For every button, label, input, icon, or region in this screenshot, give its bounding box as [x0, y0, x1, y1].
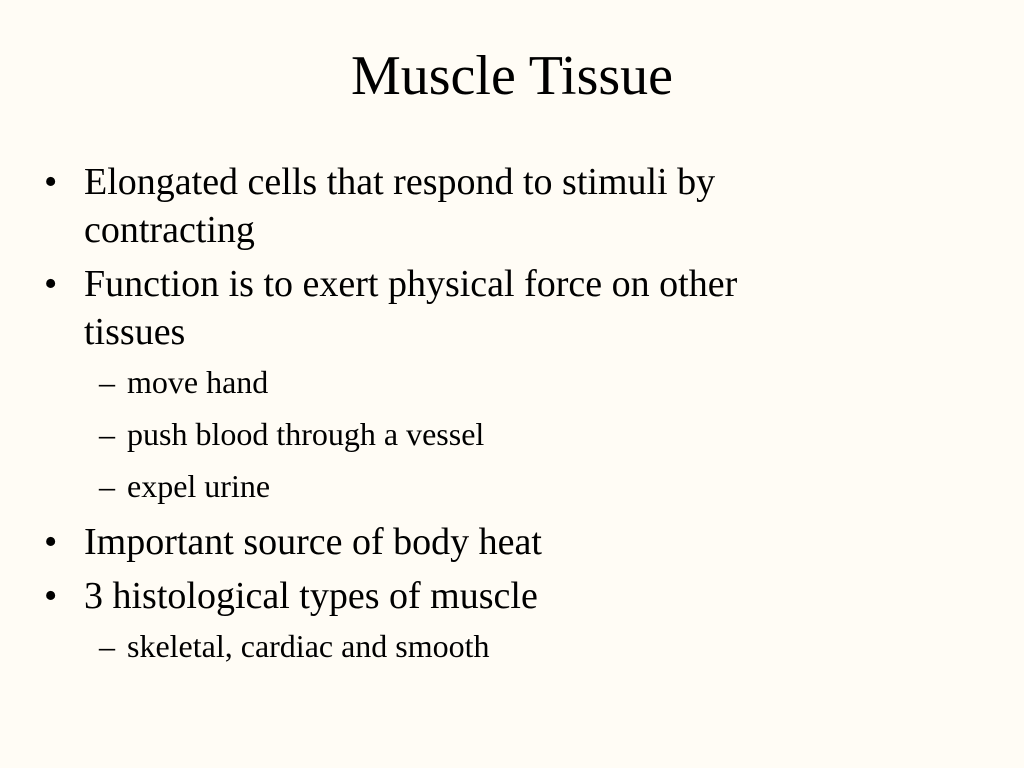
sub-bullet-item — [84, 362, 944, 402]
bullet-text-line: Function is to exert physical force on other — [84, 263, 738, 305]
sub-bullet-text: skeletal, cardiac and smooth — [127, 628, 490, 664]
bullet-text: 3 histological types of muscle — [84, 575, 538, 617]
sub-bullet-list — [84, 626, 944, 666]
bullet-icon: • — [44, 161, 58, 203]
bullet-text-line: Elongated cells that respond to stimuli by — [84, 161, 716, 203]
sub-bullet-item — [84, 466, 944, 506]
bullet-list — [44, 158, 944, 678]
sub-bullet-text: expel urine — [127, 468, 271, 504]
bullet-icon: • — [44, 263, 58, 305]
slide-title: Muscle Tissue — [350, 45, 674, 107]
dash-icon: – — [99, 468, 115, 504]
bullet-text-line: tissues — [84, 311, 186, 353]
sub-bullet-text: move hand — [127, 364, 269, 400]
bullet-item — [44, 518, 944, 566]
bullet-icon: • — [44, 521, 58, 563]
bullet-item — [44, 260, 944, 506]
bullet-item — [44, 572, 944, 666]
bullet-text-line: contracting — [84, 209, 255, 251]
bullet-icon: • — [44, 575, 58, 617]
sub-bullet-list — [84, 362, 944, 506]
sub-bullet-item — [84, 414, 944, 454]
dash-icon: – — [99, 416, 115, 452]
sub-bullet-text: push blood through a vessel — [127, 416, 485, 452]
bullet-text: Important source of body heat — [84, 521, 542, 563]
bullet-item — [44, 158, 944, 254]
dash-icon: – — [99, 628, 115, 664]
sub-bullet-item — [84, 626, 944, 666]
dash-icon: – — [99, 364, 115, 400]
